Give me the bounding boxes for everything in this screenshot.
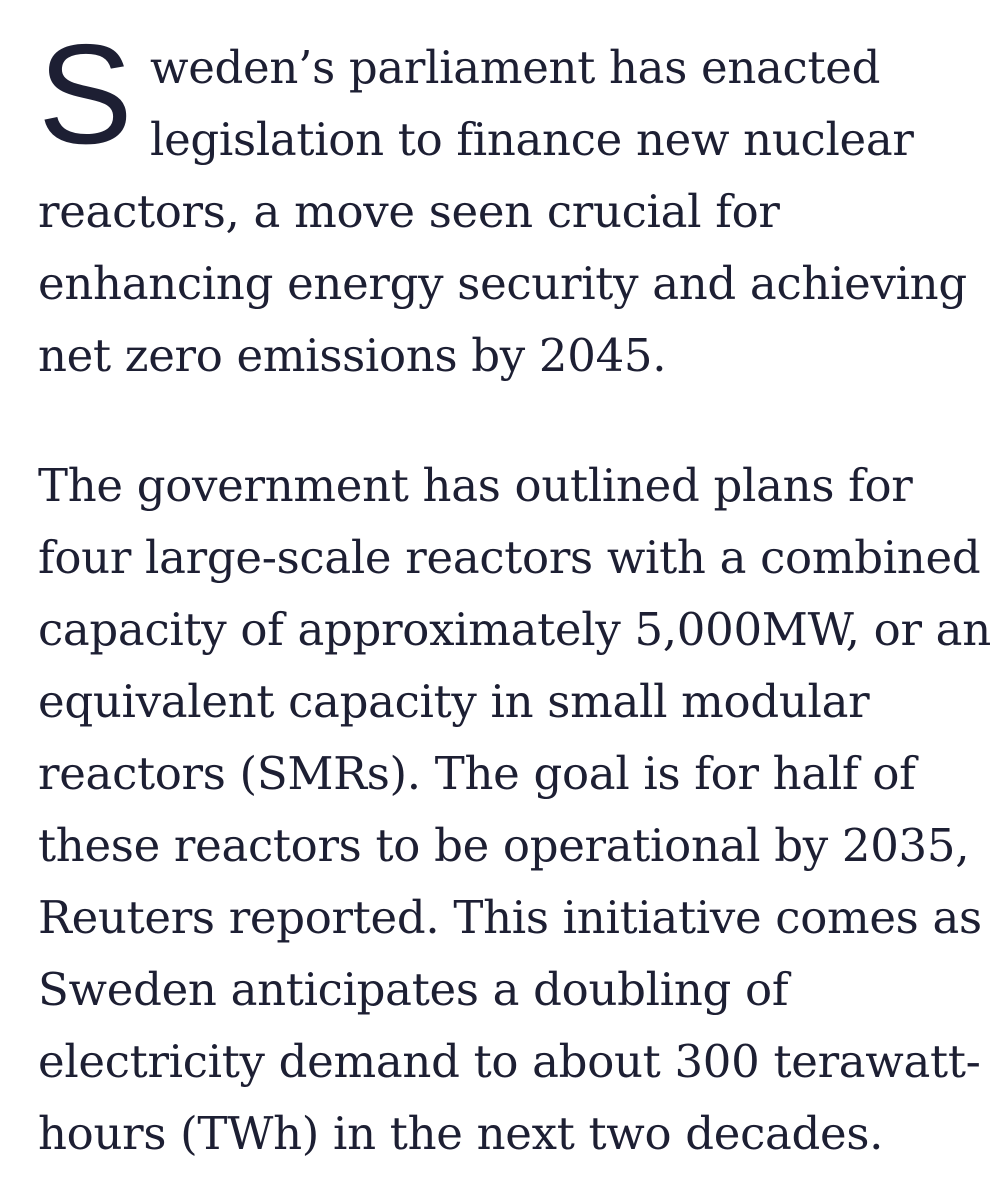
drop-cap: S: [38, 15, 133, 174]
paragraph-2-line-5: reactors (SMRs). The goal is for half of: [38, 747, 916, 800]
paragraph-2-line-1: The government has outlined plans for: [38, 459, 913, 512]
paragraph-1-line-2: legislation to finance new nuclear: [150, 113, 914, 166]
paragraph-1-line-4: enhancing energy security and achieving: [38, 257, 967, 310]
paragraph-2-line-10: hours (TWh) in the next two decades.: [38, 1107, 884, 1160]
paragraph-2-line-6: these reactors to be operational by 2035,: [38, 819, 970, 872]
paragraph-1: [38, 15, 967, 394]
paragraph-2-line-4: equivalent capacity in small modular: [38, 675, 870, 728]
paragraph-2-line-9: electricity demand to about 300 terawatt-: [38, 1035, 981, 1088]
paragraph-2-line-3: capacity of approximately 5,000MW, or an: [38, 603, 991, 656]
article-body: [38, 15, 991, 1160]
paragraph-1-line-3: reactors, a move seen crucial for: [38, 185, 780, 238]
paragraph-1-line-1: weden’s parliament has enacted: [150, 41, 881, 94]
paragraph-2-line-8: Sweden anticipates a doubling of: [38, 963, 789, 1016]
paragraph-2-line-7: Reuters reported. This initiative comes as: [38, 891, 982, 944]
paragraph-2-line-2: four large-scale reactors with a combined: [38, 531, 981, 584]
paragraph-1-line-5: net zero emissions by 2045.: [38, 329, 667, 382]
paragraph-2: [38, 452, 991, 1172]
